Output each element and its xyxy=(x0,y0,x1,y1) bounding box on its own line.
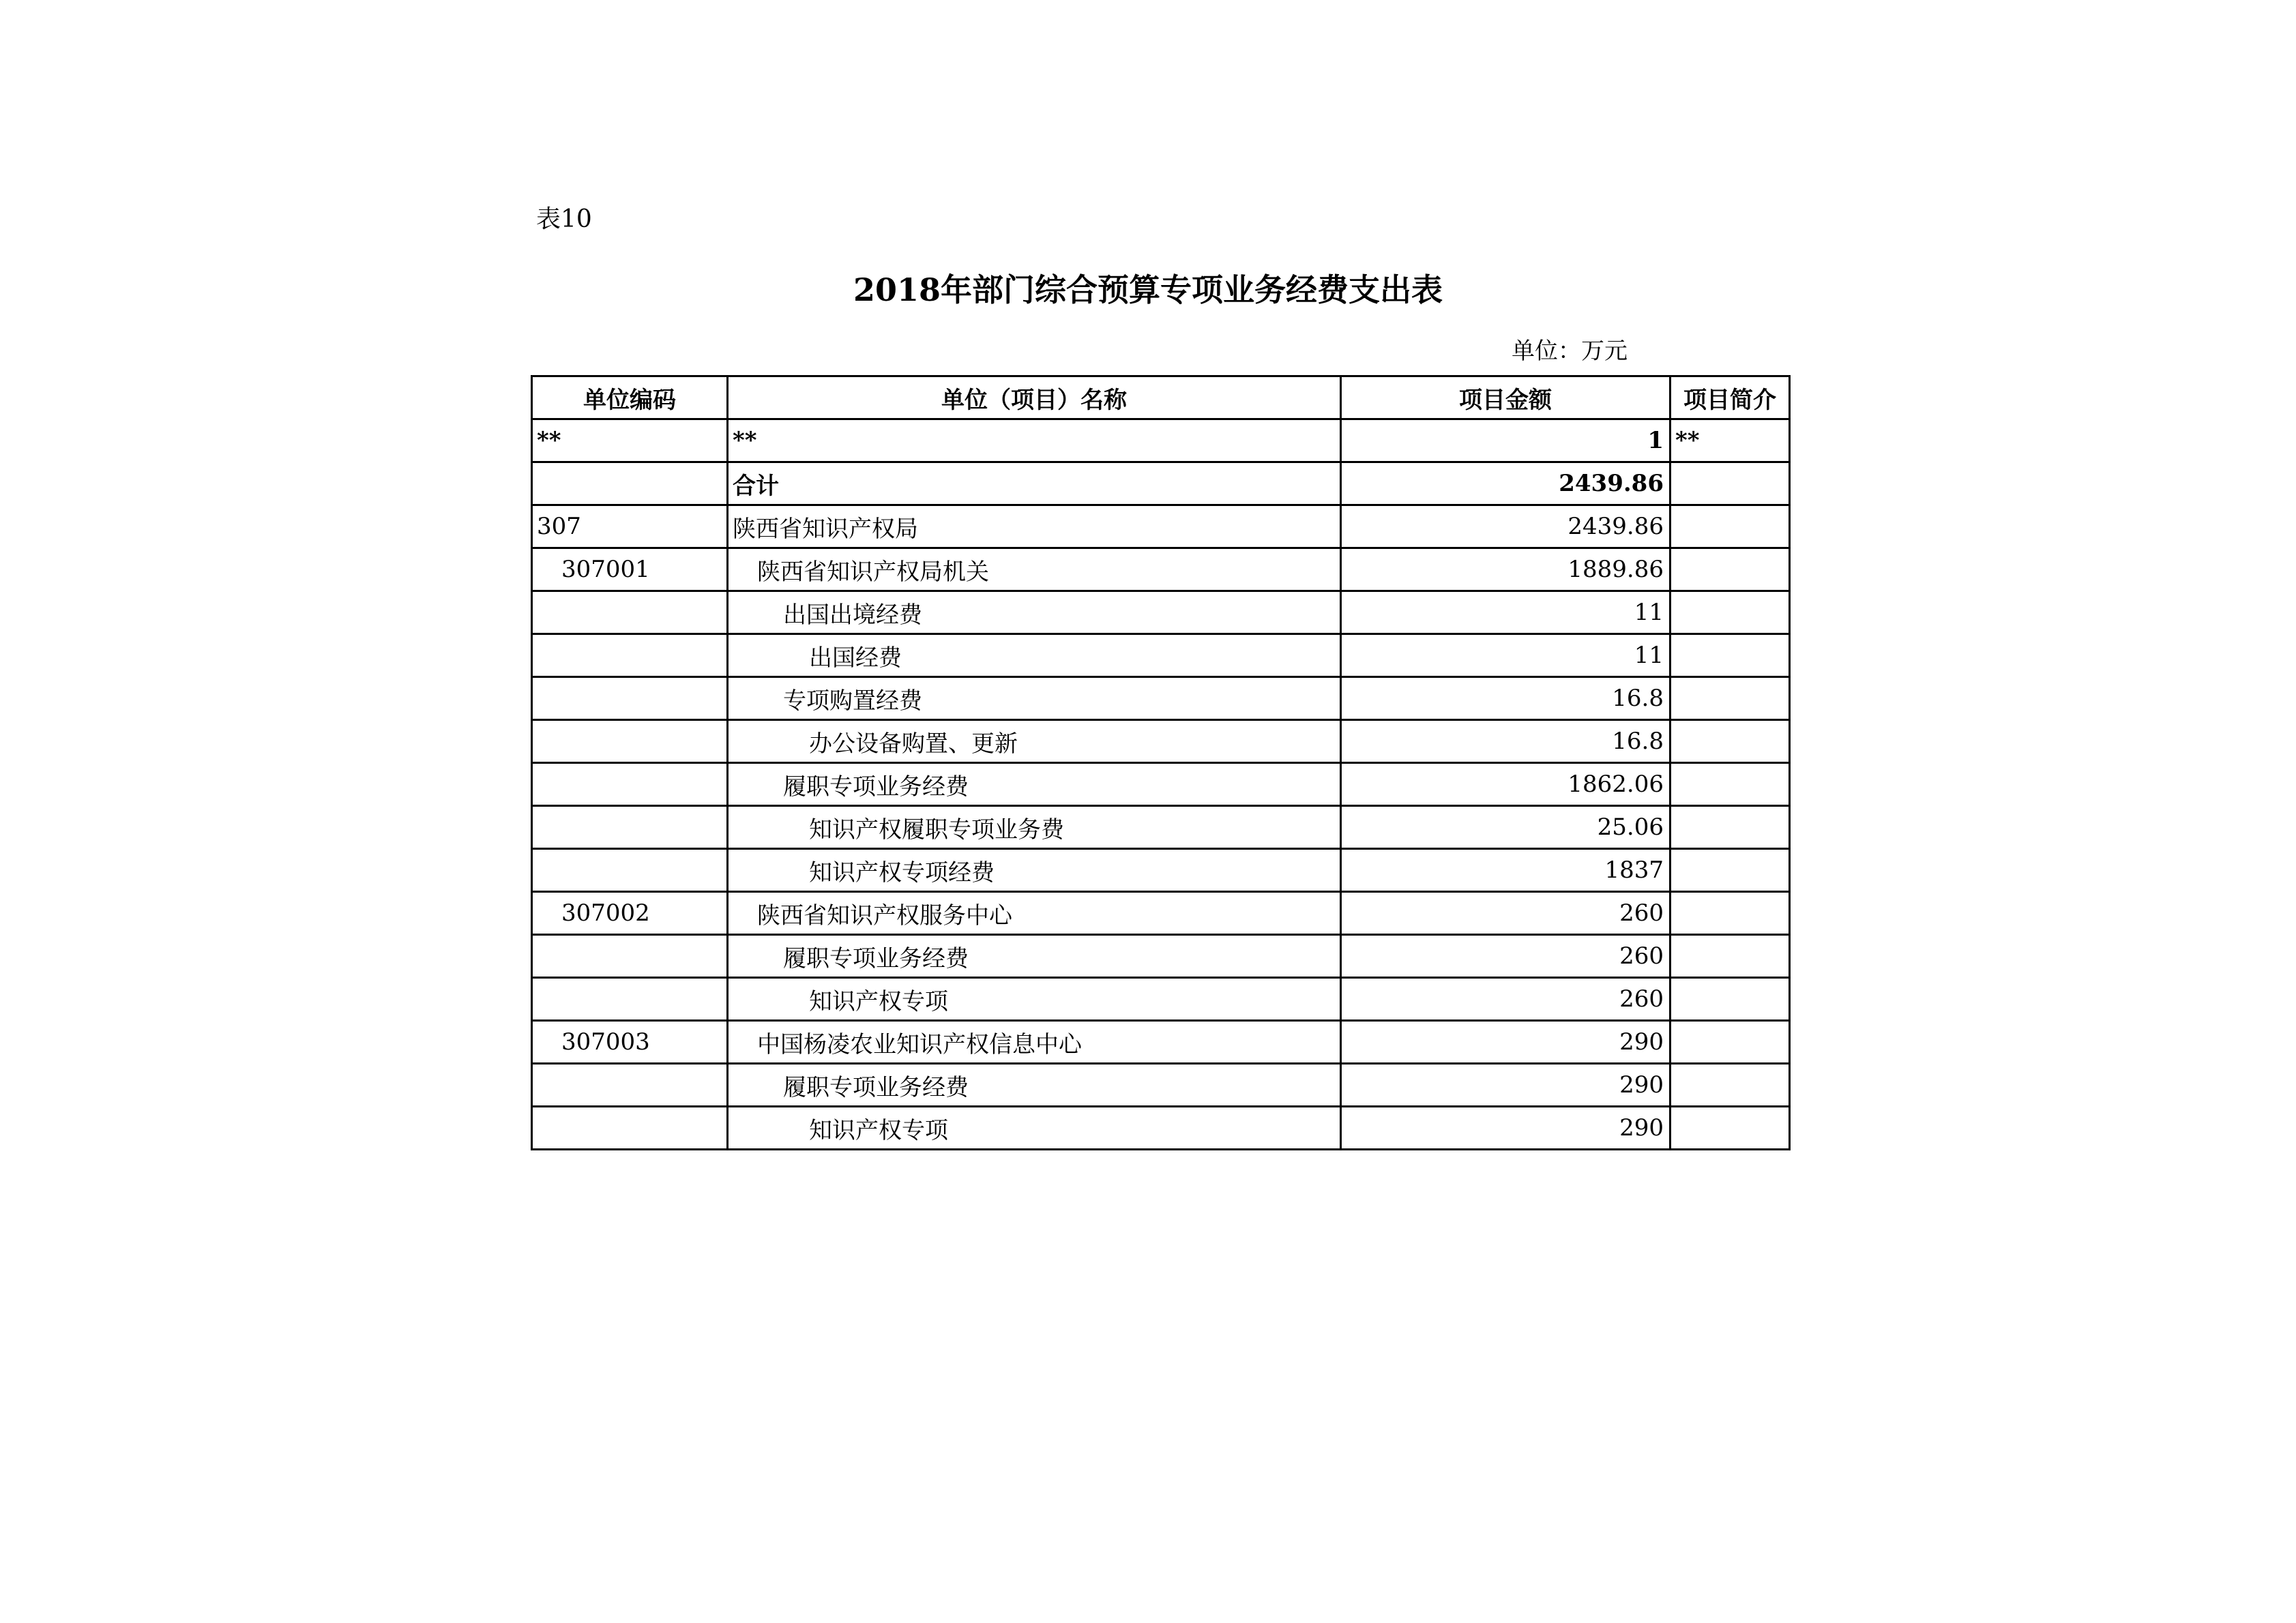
cell-desc xyxy=(1671,720,1790,763)
header-unit-name: 单位（项目）名称 xyxy=(728,376,1341,419)
budget-table xyxy=(531,375,1791,1150)
cell-desc xyxy=(1671,634,1790,677)
cell-code: 307 xyxy=(532,505,728,548)
cell-name: 出国经费 xyxy=(728,634,1341,677)
cell-desc xyxy=(1671,505,1790,548)
cell-desc xyxy=(1671,462,1790,505)
cell-desc xyxy=(1671,1021,1790,1064)
table-number-label: 表10 xyxy=(536,205,592,233)
table-row xyxy=(532,720,1790,763)
cell-name: 知识产权履职专项业务费 xyxy=(728,806,1341,849)
cell-amount: 11 xyxy=(1341,591,1671,634)
cell-amount: 1 xyxy=(1341,419,1671,462)
cell-code xyxy=(532,677,728,720)
cell-code xyxy=(532,1107,728,1150)
cell-name: 知识产权专项 xyxy=(728,1107,1341,1150)
cell-code xyxy=(532,935,728,978)
header-project-amount: 项目金额 xyxy=(1341,376,1671,419)
cell-code xyxy=(532,720,728,763)
cell-name: 出国出境经费 xyxy=(728,591,1341,634)
table-row xyxy=(532,419,1790,462)
cell-desc xyxy=(1671,548,1790,591)
cell-amount: 1889.86 xyxy=(1341,548,1671,591)
cell-name: 陕西省知识产权局机关 xyxy=(728,548,1341,591)
cell-desc xyxy=(1671,1064,1790,1107)
cell-code xyxy=(532,806,728,849)
cell-amount: 2439.86 xyxy=(1341,462,1671,505)
cell-amount: 260 xyxy=(1341,935,1671,978)
cell-code xyxy=(532,462,728,505)
table-row xyxy=(532,634,1790,677)
cell-desc xyxy=(1671,849,1790,892)
cell-name: 办公设备购置、更新 xyxy=(728,720,1341,763)
table-row-total xyxy=(532,462,1790,505)
cell-name: 知识产权专项经费 xyxy=(728,849,1341,892)
header-project-description: 项目简介 xyxy=(1671,376,1790,419)
cell-desc xyxy=(1671,978,1790,1021)
cell-code xyxy=(532,849,728,892)
cell-name: 中国杨凌农业知识产权信息中心 xyxy=(728,1021,1341,1064)
table-row xyxy=(532,892,1790,935)
cell-amount: 1837 xyxy=(1341,849,1671,892)
cell-name: 专项购置经费 xyxy=(728,677,1341,720)
table-row xyxy=(532,591,1790,634)
cell-name: 履职专项业务经费 xyxy=(728,1064,1341,1107)
cell-code xyxy=(532,591,728,634)
cell-code xyxy=(532,978,728,1021)
document-title: 2018年部门综合预算专项业务经费支出表 xyxy=(853,271,1443,308)
table-row xyxy=(532,806,1790,849)
cell-amount: 1862.06 xyxy=(1341,763,1671,806)
unit-note: 单位：万元 xyxy=(1512,338,1628,365)
cell-name: 陕西省知识产权局 xyxy=(728,505,1341,548)
cell-name: 履职专项业务经费 xyxy=(728,935,1341,978)
cell-name: 知识产权专项 xyxy=(728,978,1341,1021)
cell-code: 307001 xyxy=(532,548,728,591)
cell-code: 307003 xyxy=(532,1021,728,1064)
cell-desc xyxy=(1671,892,1790,935)
table-row xyxy=(532,1107,1790,1150)
cell-name: ** xyxy=(728,419,1341,462)
table-row xyxy=(532,978,1790,1021)
cell-amount: 290 xyxy=(1341,1021,1671,1064)
cell-code xyxy=(532,634,728,677)
table-row xyxy=(532,849,1790,892)
table-row xyxy=(532,505,1790,548)
table-row xyxy=(532,935,1790,978)
budget-table-container xyxy=(531,375,1791,1150)
cell-desc xyxy=(1671,935,1790,978)
cell-name: 履职专项业务经费 xyxy=(728,763,1341,806)
cell-desc: ** xyxy=(1671,419,1790,462)
cell-amount: 2439.86 xyxy=(1341,505,1671,548)
cell-code: 307002 xyxy=(532,892,728,935)
cell-desc xyxy=(1671,591,1790,634)
table-row xyxy=(532,1064,1790,1107)
cell-name: 合计 xyxy=(728,462,1341,505)
cell-amount: 16.8 xyxy=(1341,677,1671,720)
cell-desc xyxy=(1671,677,1790,720)
cell-amount: 25.06 xyxy=(1341,806,1671,849)
cell-amount: 260 xyxy=(1341,978,1671,1021)
table-row xyxy=(532,548,1790,591)
cell-code xyxy=(532,763,728,806)
table-row xyxy=(532,763,1790,806)
cell-desc xyxy=(1671,806,1790,849)
cell-desc xyxy=(1671,763,1790,806)
table-row xyxy=(532,677,1790,720)
table-row xyxy=(532,1021,1790,1064)
cell-desc xyxy=(1671,1107,1790,1150)
cell-amount: 260 xyxy=(1341,892,1671,935)
table-header-row xyxy=(532,376,1790,419)
cell-code xyxy=(532,1064,728,1107)
cell-amount: 16.8 xyxy=(1341,720,1671,763)
cell-amount: 290 xyxy=(1341,1064,1671,1107)
header-unit-code: 单位编码 xyxy=(532,376,728,419)
cell-amount: 11 xyxy=(1341,634,1671,677)
cell-name: 陕西省知识产权服务中心 xyxy=(728,892,1341,935)
cell-amount: 290 xyxy=(1341,1107,1671,1150)
cell-code: ** xyxy=(532,419,728,462)
